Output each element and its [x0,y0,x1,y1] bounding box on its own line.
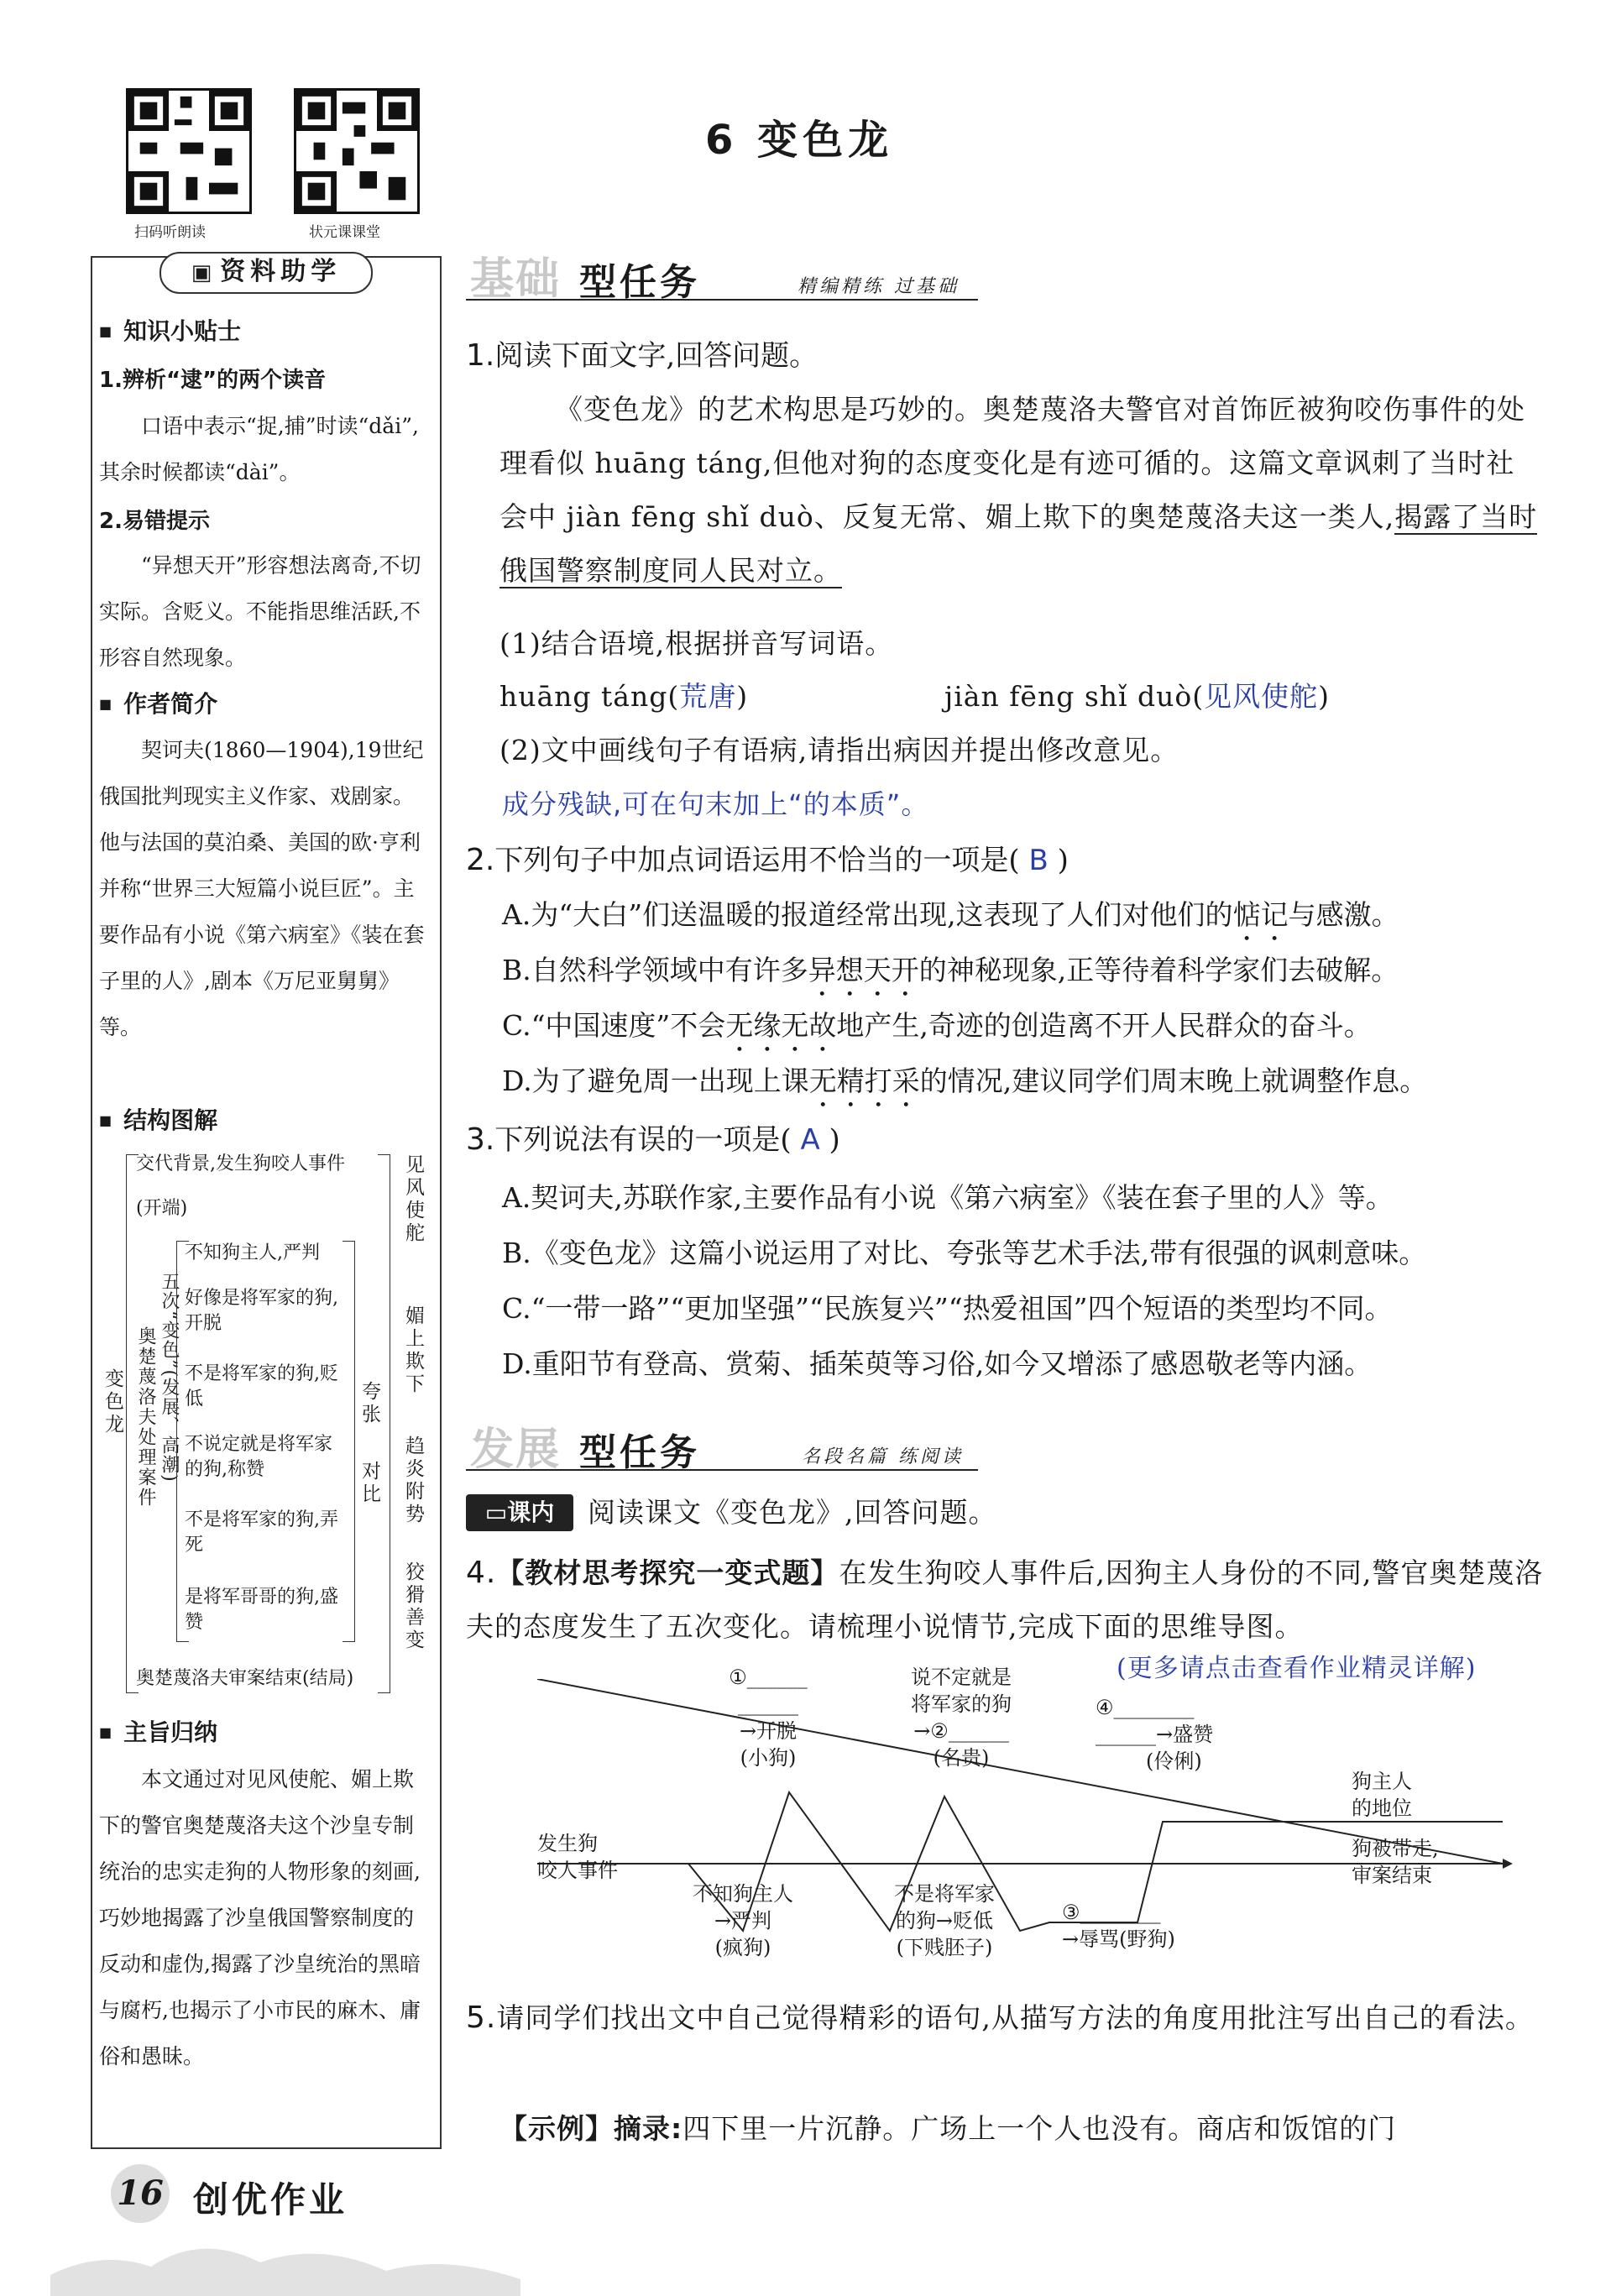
q1-sub2: (2)文中画线句子有语病,请指出病因并提出修改意见。 [499,734,1179,766]
map-top-1: ①______ ______ →开脱 (小狗) [729,1666,808,1770]
q1-sub1: (1)结合语境,根据拼音写词语。 [499,627,894,660]
theme-body: 本文通过对见风使舵、媚上欺下的警官奥楚蔑洛夫这个沙皇专制统治的忠实走狗的人物形象的刻画,巧妙地揭露了沙皇俄国警察制度的反动和虚伪,揭露了沙皇统治的黑暗与腐朽,也揭示了小市民的麻木、庸俗和愚昧。 [99,1767,421,2068]
q1-underlined-sentence: 揭露了当时俄国警察制度同人民对立。 [499,500,1538,587]
book-icon: ▣ [191,260,217,285]
sidebar-header: ▣ 资料助学 [160,252,373,294]
section-develop-title: 型任务 [579,1431,700,1474]
tip2-title: 2.易错提示 [99,509,210,534]
kenei-tag: ▭课内 [466,1494,573,1531]
structure-mid-word-1: 夸张 [358,1381,380,1426]
kenei-text: 阅读课文《变色龙》,回答问题。 [588,1496,997,1529]
structure-step-6: 是将军哥哥的狗,盛赞 [185,1587,338,1633]
q3-prompt: 3.下列说法有误的一项是( A ) [466,1122,840,1157]
q3-option-d: D.重阳节有登高、赏菊、插茱萸等习俗,如今又增添了感恩敬老等内涵。 [502,1347,1373,1380]
q1-passage: 《变色龙》的艺术构思是巧妙的。奥楚蔑洛夫警官对首饰匠被狗咬伤事件的处理看似 huāng táng,但他对狗的态度变化是有迹可循的。这篇文章讽刺了当时社会中 jiàn fēng shǐ duò、反复无常、媚上欺下的奥楚蔑洛夫这一类人,揭露了当时俄国警察制度同人民对立。 [499,393,1538,587]
q1-prompt: 1.阅读下面文字,回答问题。 [466,338,818,373]
structure-step-1: 不知狗主人,严判 [185,1242,320,1263]
section-basic-note: 精编精练 过基础 [798,276,960,297]
q2-option-b: B.自然科学领域中有许多异想天开的神秘现象,正等待着科学家们去破解。 [502,954,1399,986]
qr-code-class[interactable] [294,88,420,214]
map-top-2: 说不定就是 将军家的狗 →②______ (名贵) [911,1666,1012,1770]
map-bottom-3: ③________ →辱骂(野狗) [1062,1901,1175,1951]
structure-middle-label: 奥楚蔑洛夫处理案件 [135,1326,156,1508]
section-basic-big: 基础 [470,254,562,305]
structure-mid-word-2: 对比 [358,1461,380,1506]
tip1-body: 口语中表示“捉,捕”时读“dǎi”,其余时候都读“dài”。 [99,414,419,484]
structure-end: 奥楚蔑洛夫审案结束(结局) [136,1668,354,1689]
structure-step-2: 好像是将军家的狗,开脱 [185,1288,338,1334]
q4-more-link[interactable]: (更多请点击查看作业精灵详解) [1117,1654,1477,1683]
open-book-icon: ▭ [484,1498,508,1526]
structure-right-word-3: 趋炎附势 [402,1436,424,1526]
theme-heading: ■ 主旨归纳 [99,1714,217,1748]
section-basic-title: 型任务 [579,261,700,304]
map-top-3: ④________ ______→盛赞 (伶俐) [1096,1696,1214,1773]
author-heading: ■ 作者简介 [99,686,217,719]
lesson-title: 6 变色龙 [705,117,894,164]
structure-middle-sub: 五次“变色”(发展、高潮) [159,1272,180,1483]
q3-option-c: C.“一带一路”“更加坚强”“民族复兴”“热爱祖国”四个短语的类型均不同。 [502,1292,1393,1325]
q2-prompt: 2.下列句子中加点词语运用不恰当的一项是( B ) [466,843,1069,877]
q1-pinyin-2: jiàn fēng shǐ duò(见风使舵) [944,680,1331,713]
q1-answer-2: 见风使舵 [1204,680,1319,713]
q3-option-a: A.契诃夫,苏联作家,主要作品有小说《第六病室》《装在套子里的人》等。 [502,1181,1394,1214]
tips-heading: ■ 知识小贴士 [99,313,241,347]
structure-start: 交代背景,发生狗咬人事件 [136,1153,345,1174]
structure-right-word-4: 狡猾善变 [402,1561,424,1652]
section-develop-big: 发展 [470,1425,562,1475]
tip2-body: “异想天开”形容想法离奇,不切实际。含贬义。不能指思维活跃,不形容自然现象。 [99,553,421,670]
author-body: 契诃夫(1860—1904),19世纪俄国批判现实主义作家、戏剧家。他与法国的莫泊桑、美国的欧·亨利并称“世界三大短篇小说巨匠”。主要作品有小说《第六病室》《装在套子里的人》,剧本《万尼亚舅舅》等。 [99,738,425,1039]
structure-step-3: 不是将军家的狗,贬低 [185,1363,338,1410]
tip1-title: 1.辨析“逮”的两个读音 [99,368,327,393]
page-number: 16 [111,2164,170,2223]
map-bottom-1: 不知狗主人 →严判 (疯狗) [693,1882,793,1959]
structure-step-4: 不说定就是将军家的狗,称赞 [185,1434,333,1480]
brand-name: 创优作业 [193,2179,348,2220]
q1-answer-1: 荒唐 [679,680,737,713]
q5-text: 5.请同学们找出文中自己觉得精彩的语句,从描写方法的角度用批注写出自己的看法。 [466,2001,1534,2035]
q3-option-b: B.《变色龙》这篇小说运用了对比、夸张等艺术手法,带有很强的讽刺意味。 [502,1237,1427,1269]
map-end-1: 狗主人 的地位 [1352,1770,1412,1820]
q4-text: 4.【教材思考探究一变式题】在发生狗咬人事件后,因狗主人身份的不同,警官奥楚蔑洛夫的态度发生了五次变化。请梳理小说情节,完成下面的思维导图。 [466,1556,1544,1643]
q3-answer: A [800,1123,820,1157]
q2-answer: B [1028,844,1049,877]
structure-step-5: 不是将军家的狗,弄死 [185,1509,338,1556]
structure-right-word-2: 媚上欺下 [402,1305,424,1396]
map-bottom-2: 不是将军家 的狗→贬低 (下贱胚子) [894,1882,995,1959]
qr-code-listen[interactable] [126,88,252,214]
q2-option-d: D.为了避免周一出现上课无精打采的情况,建议同学们周末晚上就调整作息。 [502,1064,1428,1097]
structure-start-tag: (开端) [136,1198,188,1219]
q1-answer-sub2: 成分残缺,可在句末加上“的本质”。 [502,788,929,820]
qr-label-class: 状元课课堂 [309,224,380,241]
q1-pinyin-1: huāng táng(荒唐) [499,680,749,713]
bracket-outer-right [378,1154,390,1693]
bracket-steps-right [343,1241,355,1642]
q5-example: 【示例】摘录:四下里一片沉静。广场上一个人也没有。商店和饭馆的门 [499,2112,1397,2145]
structure-heading: ■ 结构图解 [99,1102,217,1136]
q2-option-a: A.为“大白”们送温暖的报道经常出现,这表现了人们对他们的惦记与感激。 [502,898,1399,931]
qr-label-listen: 扫码听朗读 [134,224,206,241]
section-develop-note: 名段名篇 练阅读 [802,1446,964,1467]
map-end-2: 狗被带走, 审案结束 [1352,1837,1439,1887]
structure-right-word-1: 见风使舵 [402,1154,424,1245]
structure-root: 变色龙 [102,1368,123,1436]
q2-option-c: C.“中国速度”不会无缘无故地产生,奇迹的创造离不开人民群众的奋斗。 [502,1009,1372,1042]
mountain-decoration [50,2216,520,2296]
map-start: 发生狗 咬人事件 [537,1832,618,1882]
